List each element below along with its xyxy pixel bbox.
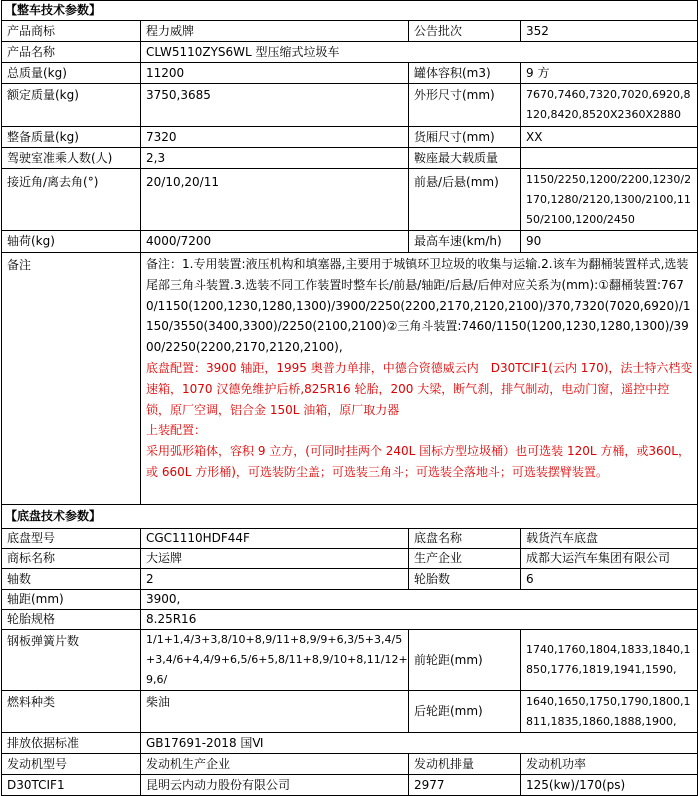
chassis-section-header: 【底盘技术参数】: [2, 505, 698, 529]
label-fuel-type: 燃料种类: [2, 691, 141, 733]
label-trademark: 商标名称: [2, 549, 141, 569]
value-total-mass: 11200: [141, 63, 409, 84]
label-notes: 备注: [2, 253, 141, 505]
header-engine-model: 发动机型号: [2, 754, 141, 775]
value-overhang: 1150/2250,1200/2200,1230/2170,1280/2120,1300/2100,1150/2100,1200/2450: [521, 169, 698, 231]
value-cargo-size: XX: [521, 127, 698, 148]
value-tire-count: 6: [521, 569, 698, 590]
notes-general: 备注：1.专用装置:液压机构和填塞器,主要用于城镇环卫垃圾的收集与运输.2.该车为翻桶装置样式,选装尾部三角斗装置.3.选装不同工作装置时整车长/前悬/轴距/后悬/后伸对应关系为(mm):①翻桶装置:7670/1150(1200,1230,1280,1300)/3900/2250(2200,2170,2120,2100)/370,7320(7020,6920)/1150/3550(3400,3300)/2250(2100,2100)②三角斗装置:7460/1150(1200,1230,1280,1300)/3900/2250(2200,2170,2120,2100),: [146, 257, 691, 355]
label-seats: 驾驶室准乘人数(人): [2, 148, 141, 169]
label-front-track: 前轮距(mm): [409, 630, 521, 691]
value-brand: 程力威牌: [141, 21, 409, 42]
label-curb-mass: 整备质量(kg): [2, 127, 141, 148]
value-emission-standard: GB17691-2018 国Ⅵ: [141, 733, 698, 754]
value-chassis-name: 载货汽车底盘: [521, 529, 698, 549]
value-axle-load: 4000/7200: [141, 231, 409, 253]
value-axle-count: 2: [141, 569, 409, 590]
label-brand: 产品商标: [2, 21, 141, 42]
value-engine-power: 125(kw)/170(ps): [521, 775, 698, 796]
value-chassis-model: CGC1110HDF44F: [141, 529, 409, 549]
label-chassis-model: 底盘型号: [2, 529, 141, 549]
label-total-mass: 总质量(kg): [2, 63, 141, 84]
header-engine-maker: 发动机生产企业: [141, 754, 409, 775]
value-tank-volume: 9 方: [521, 63, 698, 84]
value-seats: 2,3: [141, 148, 409, 169]
value-curb-mass: 7320: [141, 127, 409, 148]
label-chassis-name: 底盘名称: [409, 529, 521, 549]
label-max-speed: 最高车速(km/h): [409, 231, 521, 253]
value-engine-maker: 昆明云内动力股份有限公司: [141, 775, 409, 796]
value-dimensions: 7670,7460,7320,7020,6920,8120,8420,8520X2360X2880: [521, 84, 698, 127]
value-product-name: CLW5110ZYS6WL 型压缩式垃圾车: [141, 42, 698, 63]
label-product-name: 产品名称: [2, 42, 141, 63]
label-manufacturer: 生产企业: [409, 549, 521, 569]
label-leaf-springs: 钢板弹簧片数: [2, 630, 141, 691]
vehicle-section-header: 【整车技术参数】: [2, 1, 698, 21]
header-engine-power: 发动机功率: [521, 754, 698, 775]
value-max-speed: 90: [521, 231, 698, 253]
value-front-track: 1740,1760,1804,1833,1840,1850,1776,1819,1941,1590,: [521, 630, 698, 691]
value-angles: 20/10,20/11: [141, 169, 409, 231]
label-tank-volume: 罐体容积(m3): [409, 63, 521, 84]
value-trademark: 大运牌: [141, 549, 409, 569]
label-axle-count: 轴数: [2, 569, 141, 590]
value-fuel-type: 柴油: [141, 691, 409, 733]
notes-body-config: 采用弧形箱体，容积 9 立方，(可同时挂两个 240L 国标方型垃圾桶）也可选装 120L 方桶，或360L，或 660L 方形桶)，可选装防尘盖；可选装三角斗；可选装全落地斗；可选装摆臂装置。: [146, 444, 690, 479]
label-rated-mass: 额定质量(kg): [2, 84, 141, 127]
value-rated-mass: 3750,3685: [141, 84, 409, 127]
label-cargo-size: 货厢尺寸(mm): [409, 127, 521, 148]
label-emission-standard: 排放依据标准: [2, 733, 141, 754]
label-tire-spec: 轮胎规格: [2, 610, 141, 630]
value-engine-model: D30TCIF1: [2, 775, 141, 796]
notes-chassis-config: 底盘配置：3900 轴距，1995 奥普力单排，中德合资德威云内 D30TCIF1(云内 170)，法士特六档变速箱，1070 汉德免维护后桥,825R16 轮胎，200 大梁，断气刹，排气制动，电动门窗，遥控中控锁，原厂空调，铝合金 150L 油箱，原厂取力器: [146, 360, 693, 417]
label-tire-count: 轮胎数: [409, 569, 521, 590]
notes-body-config-title: 上装配置：: [146, 423, 207, 438]
label-saddle-load: 鞍座最大载质量: [409, 148, 521, 169]
notes-content: [141, 253, 698, 505]
label-rear-track: 后轮距(mm): [409, 691, 521, 733]
header-engine-displacement: 发动机排量: [409, 754, 521, 775]
value-manufacturer: 成都大运汽车集团有限公司: [521, 549, 698, 569]
value-batch: 352: [521, 21, 698, 42]
value-tire-spec: 8.25R16: [141, 610, 698, 630]
label-batch: 公告批次: [409, 21, 521, 42]
label-dimensions: 外形尺寸(mm): [409, 84, 521, 127]
label-angles: 接近角/离去角(°): [2, 169, 141, 231]
label-overhang: 前悬/后悬(mm): [409, 169, 521, 231]
spec-table: [1, 0, 698, 796]
label-axle-load: 轴荷(kg): [2, 231, 141, 253]
label-wheelbase: 轴距(mm): [2, 590, 141, 610]
value-engine-displacement: 2977: [409, 775, 521, 796]
value-rear-track: 1640,1650,1750,1790,1800,1811,1835,1860,1888,1900,: [521, 691, 698, 733]
value-leaf-springs: 1/1+1,4/3+3,8/10+8,9/11+8,9/9+6,3/5+3,4/5+3,4/6+4,4/9+6,5/6+5,8/11+8,9/10+8,11/12+9,6/: [141, 630, 409, 691]
value-wheelbase: 3900,: [141, 590, 698, 610]
value-saddle-load: [521, 148, 698, 169]
